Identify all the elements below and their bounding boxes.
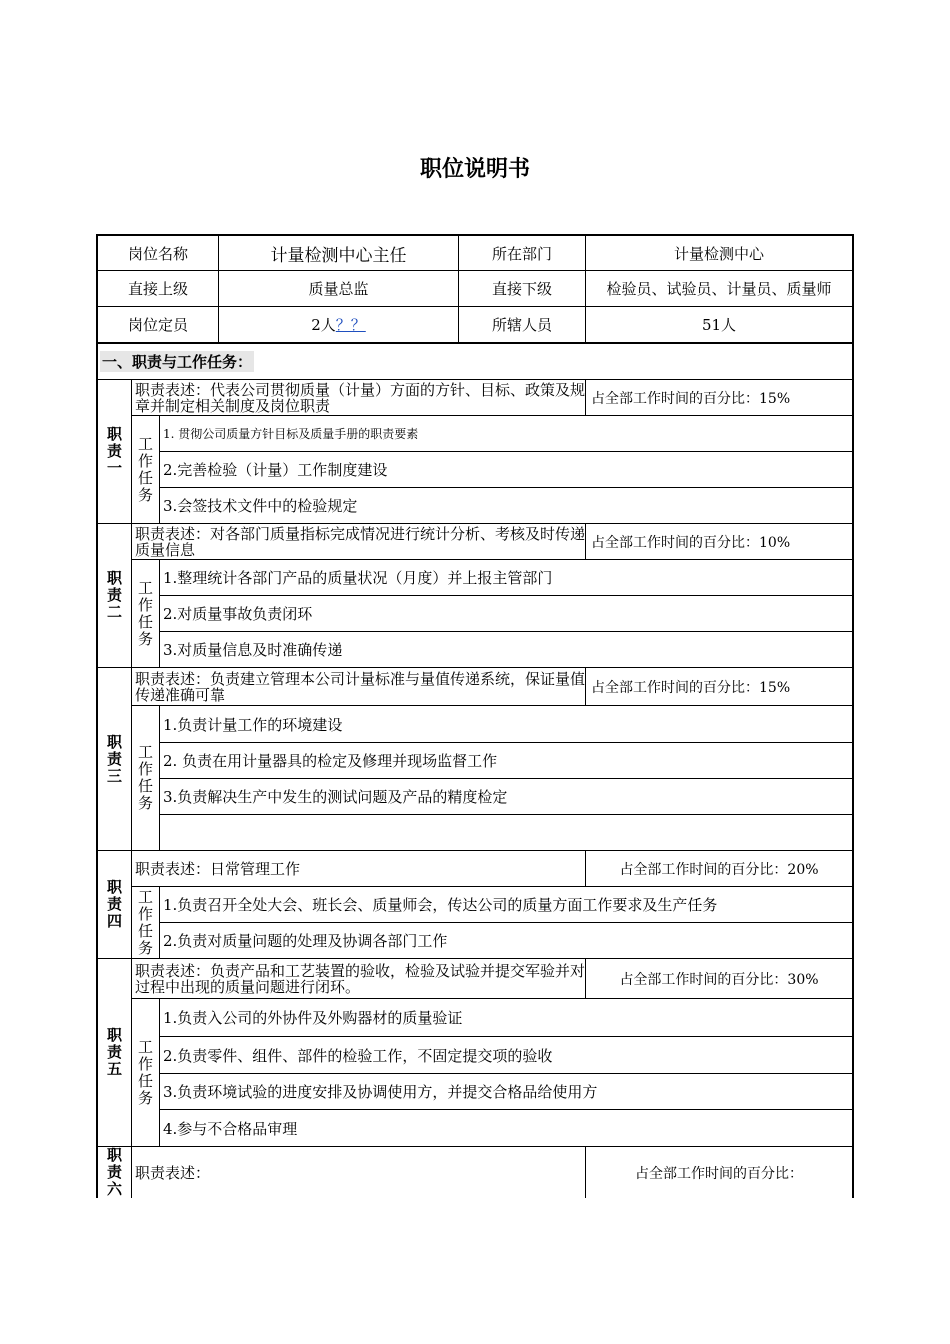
duty-3-description: 职责表述：负责建立管理本公司计量标准与量值传递系统，保证量值传递准确可靠 [132,667,586,705]
duty-1-task-label: 工作任务 [132,415,160,523]
duty-4-task-1: 1.负责召开全处大会、班长会、质量师会，传达公司的质量方面工作要求及生产任务 [160,886,854,922]
value-position-name: 计量检测中心主任 [219,234,459,270]
duty-4-description: 职责表述：日常管理工作 [132,850,586,886]
duty-5-label: 职责五 [96,958,132,1146]
duty-4-label: 职责四 [96,850,132,958]
duty-3-task-2: 2. 负责在用计量器具的检定及修理并现场监督工作 [160,742,854,778]
duty-3-task-1: 1.负责计量工作的环境建设 [160,705,854,742]
duty-1-label: 职责一 [96,379,132,523]
duty-3-task-3: 3.负责解决生产中发生的测试问题及产品的精度检定 [160,778,854,814]
duty-2-task-3: 3.对质量信息及时准确传递 [160,631,854,667]
duty-1-task-3: 3.会签技术文件中的检验规定 [160,487,854,523]
value-subordinates: 检验员、试验员、计量员、质量师 [586,270,854,306]
duty-2-percent: 占全部工作时间的百分比：10% [586,523,854,559]
duty-1-task-2: 2.完善检验（计量）工作制度建设 [160,451,854,487]
label-supervisor: 直接上级 [96,270,219,306]
job-description-table [96,234,854,1198]
duty-3-task-4 [160,814,854,850]
value-headcount [219,306,459,342]
duty-3-percent: 占全部工作时间的百分比：15% [586,667,854,705]
label-position-name: 岗位名称 [96,234,219,270]
duty-1-percent: 占全部工作时间的百分比：15% [586,379,854,415]
duty-5-task-1: 1.负责入公司的外协件及外购器材的质量验证 [160,998,854,1036]
value-department: 计量检测中心 [586,234,854,270]
duty-2-task-2: 2.对质量事故负责闭环 [160,595,854,631]
duty-2-label: 职责二 [96,523,132,667]
duty-4-task-2: 2.负责对质量问题的处理及协调各部门工作 [160,922,854,958]
duty-2-task-1: 1.整理统计各部门产品的质量状况（月度）并上报主管部门 [160,559,854,595]
duty-1-description: 职责表述：代表公司贯彻质量（计量）方面的方针、目标、政策及规章并制定相关制度及岗位职责 [132,379,586,415]
duty-5-task-label: 工作任务 [132,998,160,1146]
duty-2-task-label: 工作任务 [132,559,160,667]
duty-6-percent: 占全部工作时间的百分比： [586,1146,854,1198]
value-staff: 51人 [586,306,854,342]
label-department: 所在部门 [459,234,586,270]
duty-5-task-4: 4.参与不合格品审理 [160,1109,854,1146]
duty-6-description: 职责表述： [132,1146,586,1198]
duty-5-description: 职责表述：负责产品和工艺装置的验收，检验及试验并提交军验并对过程中出现的质量问题进行闭环。 [132,958,586,998]
duty-4-percent: 占全部工作时间的百分比：20% [586,850,854,886]
label-staff: 所辖人员 [459,306,586,342]
headcount-text: 2人 [311,316,336,334]
duty-5-percent: 占全部工作时间的百分比：30% [586,958,854,998]
section-title: 一、职责与工作任务： [96,342,854,379]
label-subordinates: 直接下级 [459,270,586,306]
duty-3-label: 职责三 [96,667,132,850]
page-title: 职位说明书 [419,157,530,182]
duty-6-label: 职责六 [96,1146,132,1198]
duty-3-task-label: 工作任务 [132,705,160,850]
value-supervisor: 质量总监 [219,270,459,306]
duty-1-task-1: 1. 贯彻公司质量方针目标及质量手册的职责要素 [160,415,854,451]
headcount-link[interactable]: ？？ [335,316,366,334]
duty-5-task-2: 2.负责零件、组件、部件的检验工作，不固定提交项的验收 [160,1036,854,1073]
duty-4-task-label: 工作任务 [132,886,160,958]
duty-2-description: 职责表述：对各部门质量指标完成情况进行统计分析、考核及时传递质量信息 [132,523,586,559]
duty-5-task-3: 3.负责环境试验的进度安排及协调使用方，并提交合格品给使用方 [160,1073,854,1109]
label-headcount: 岗位定员 [96,306,219,342]
